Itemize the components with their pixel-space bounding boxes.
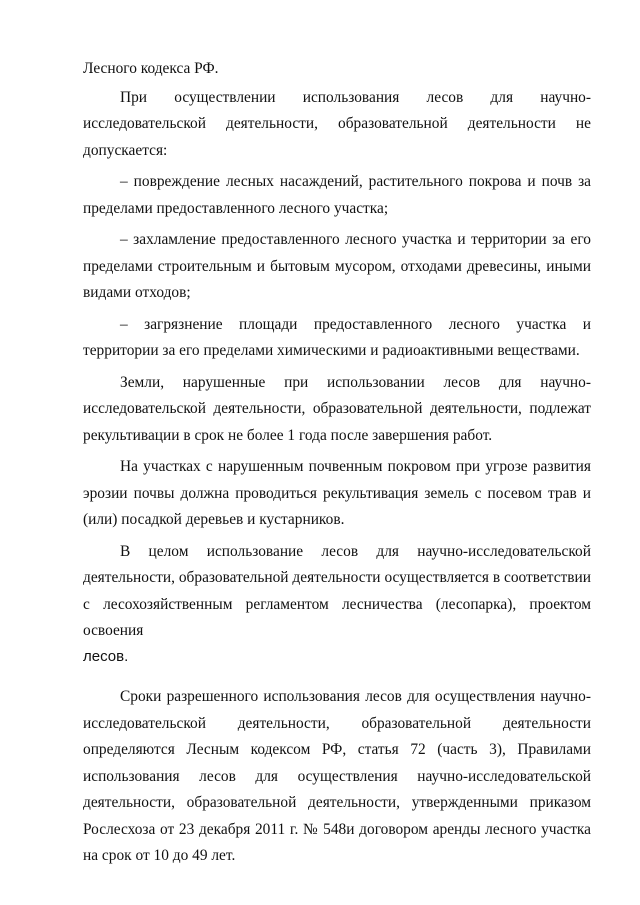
- paragraph-erosion: На участках с нарушенным почвенным покровом при угрозе развития эрозии почвы должна проводиться рекультивация земель с посевом трав и (или) посадкой деревьев и кустарников.: [83, 458, 591, 528]
- paragraph-general-use-text: В целом использование лесов для научно-исследовательской деятельности, образовательной деятельности осуществляется в соответствии с лесохозяйственным регламентом лесничества (лесопарка), проектом освоения: [83, 542, 591, 639]
- paragraph-general-use-tail: [83, 644, 591, 671]
- paragraph-reclamation: Земли, нарушенные при использовании лесов для научно-исследовательской деятельности, образовательной деятельности, подлежат рекультивации в срок не более 1 года после завершения работ.: [83, 373, 591, 444]
- document-body: [83, 56, 591, 870]
- list-item-littering: – захламление предоставленного лесного участка и территории за его пределами строительным и бытовым мусором, отходами древесины, иными видами отходов;: [83, 231, 591, 301]
- paragraph-continuation: Лесного кодекса РФ.: [83, 60, 219, 77]
- paragraph-general-use: [83, 539, 591, 645]
- paragraph-restrictions-intro: При осуществлении использования лесов для научно-исследовательской деятельности, образовательной деятельности не допускается:: [83, 88, 591, 159]
- paragraph-terms: Сроки разрешенного использования лесов для осуществления научно-исследовательской деятельности, образовательной деятельности определяются Лесным кодексом РФ, статья 72 (часть 3), Правилами использования лесов для осуществления научно-исследовательской деятельности, образовательной деятельности, утвержденными приказом Рослесхоза от 23 декабря 2011 г. № 548и договором аренды лесного участка на срок от 10 до 49 лет.: [83, 688, 591, 864]
- list-item-pollution: – загрязнение площади предоставленного лесного участка и территории за его пределами химическими и радиоактивными веществами.: [83, 315, 591, 359]
- paragraph-general-use-tail-word: лесов.: [83, 647, 129, 665]
- list-item-damage: – повреждение лесных насаждений, растительного покрова и почв за пределами предоставленного лесного участка;: [83, 173, 591, 217]
